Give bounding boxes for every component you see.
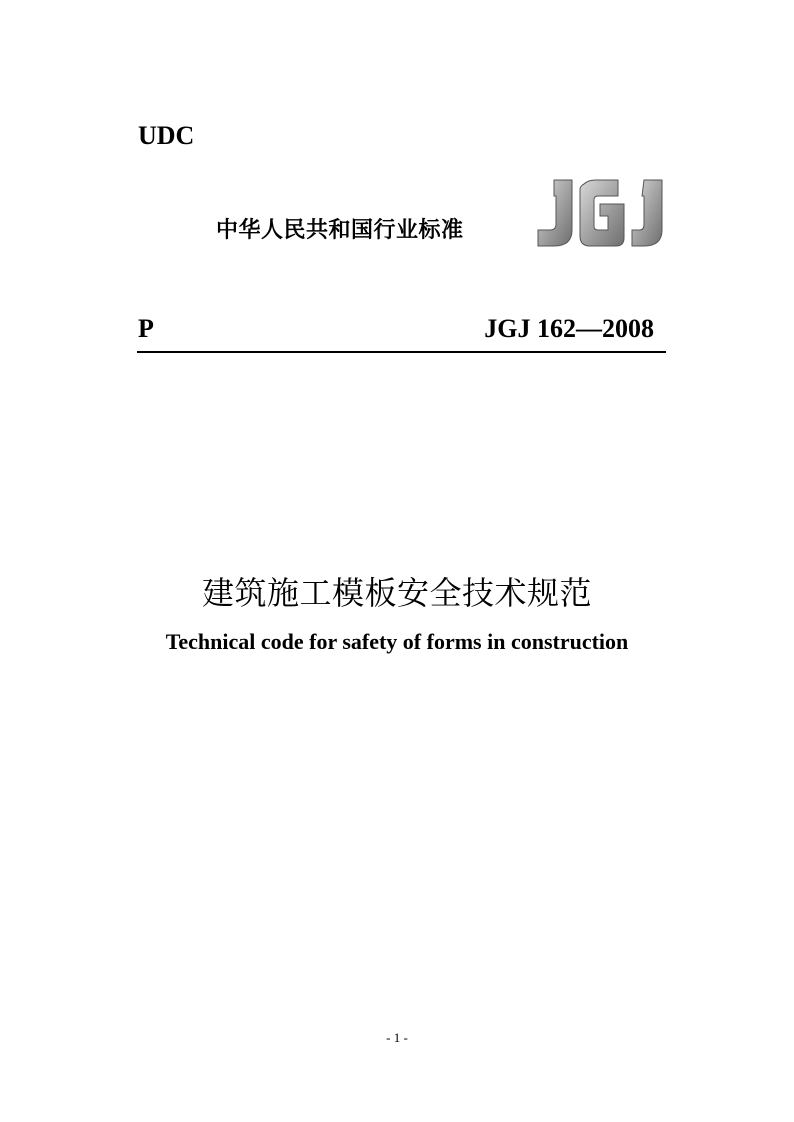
udc-label: UDC	[138, 121, 195, 150]
category-code: P	[138, 314, 154, 343]
logo-letter-g	[580, 180, 624, 246]
header-divider	[137, 351, 666, 353]
logo-letter-j2	[632, 180, 662, 246]
title-english: Technical code for safety of forms in construction	[165, 629, 629, 654]
standard-type-heading: 中华人民共和国行业标准	[216, 218, 464, 243]
title-chinese: 建筑施工模板安全技术规范	[201, 574, 592, 612]
standard-number: JGJ 162—2008	[484, 314, 654, 343]
jgj-logo	[532, 176, 668, 250]
page-number: - 1 -	[386, 1030, 408, 1045]
logo-letter-j1	[538, 180, 572, 246]
